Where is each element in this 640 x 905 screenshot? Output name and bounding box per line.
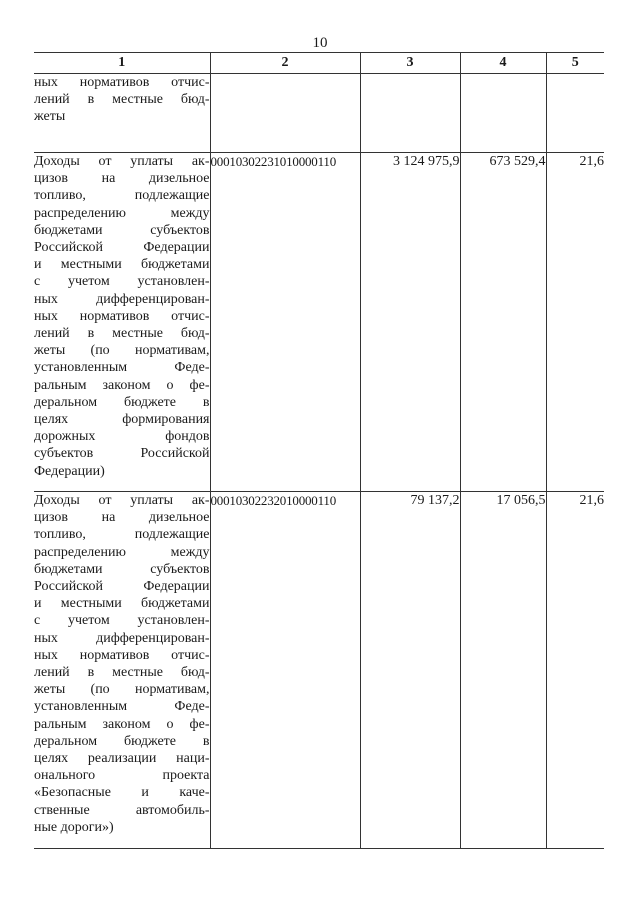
column-header-1: 1 xyxy=(34,53,210,74)
name-line: бюджетами субъектов xyxy=(34,222,210,238)
name-line: ственные автомобиль- xyxy=(34,802,210,818)
column-header-5: 5 xyxy=(546,53,604,74)
table-header-row xyxy=(34,53,604,74)
budget-code-cell: 00010302231010000110 xyxy=(210,153,360,492)
value-col5-cell: 21,6 xyxy=(546,153,604,492)
name-line: «Безопасные и каче- xyxy=(34,785,210,801)
name-line: Федерации) xyxy=(34,463,105,479)
name-line: ные дороги») xyxy=(34,819,114,835)
name-line: дорожных фондов xyxy=(34,429,210,445)
value-col3-cell: 3 124 975,9 xyxy=(360,153,460,492)
value-col4-cell: 673 529,4 xyxy=(460,153,546,492)
name-line: с учетом установлен- xyxy=(34,613,210,629)
name-line: топливо, подлежащие xyxy=(34,188,210,204)
name-line: лений в местные бюд- xyxy=(34,665,210,681)
table-row xyxy=(34,153,604,492)
name-line: лений в местные бюд- xyxy=(34,326,210,342)
name-line: субъектов Российской xyxy=(34,446,210,462)
revenue-name-cell xyxy=(34,153,210,492)
name-line: распределению между xyxy=(34,205,210,221)
name-line: Российской Федерации xyxy=(34,240,210,256)
page-number: 10 xyxy=(312,35,328,51)
name-line: цизов на дизельное xyxy=(34,510,210,526)
continuation-code-cell xyxy=(210,74,360,153)
continuation-name-cell xyxy=(34,74,210,153)
name-line: ных нормативов отчис- xyxy=(34,75,210,90)
name-line: Доходы от уплаты ак- xyxy=(34,493,210,508)
budget-revenue-table xyxy=(34,52,604,849)
column-header-3: 3 xyxy=(360,53,460,74)
name-line: ных нормативов отчис- xyxy=(34,308,210,324)
name-line: распределению между xyxy=(34,544,210,560)
name-line: целях реализации наци- xyxy=(34,751,210,767)
name-line: топливо, подлежащие xyxy=(34,527,210,543)
name-line: и местными бюджетами xyxy=(34,596,210,612)
name-line: деральном бюджете в xyxy=(34,394,210,410)
name-line: целях формирования xyxy=(34,412,210,428)
column-header-2: 2 xyxy=(210,53,360,74)
name-line: Доходы от уплаты ак- xyxy=(34,154,210,169)
name-line: установленным Феде- xyxy=(34,360,210,376)
name-line: ральным законом о фе- xyxy=(34,377,210,393)
name-line: ных дифференцирован- xyxy=(34,630,210,646)
name-line: онального проекта xyxy=(34,768,210,784)
name-line: лений в местные бюд- xyxy=(34,92,210,108)
name-line: и местными бюджетами xyxy=(34,257,210,273)
value-col4-cell: 17 056,5 xyxy=(460,492,546,849)
name-line: жеты (по нормативам, xyxy=(34,343,210,359)
name-line: ных нормативов отчис- xyxy=(34,647,210,663)
continuation-col3-cell xyxy=(360,74,460,153)
name-line: жеты xyxy=(34,109,66,125)
value-col3-cell: 79 137,2 xyxy=(360,492,460,849)
name-line: ных дифференцирован- xyxy=(34,291,210,307)
name-line: цизов на дизельное xyxy=(34,171,210,187)
name-line: деральном бюджете в xyxy=(34,733,210,749)
table-row-continuation xyxy=(34,74,604,153)
name-line: жеты (по нормативам, xyxy=(34,682,210,698)
name-line: бюджетами субъектов xyxy=(34,561,210,577)
name-line: с учетом установлен- xyxy=(34,274,210,290)
value-col5-cell: 21,6 xyxy=(546,492,604,849)
budget-code-cell: 00010302232010000110 xyxy=(210,492,360,849)
continuation-col4-cell xyxy=(460,74,546,153)
revenue-name-cell xyxy=(34,492,210,849)
name-line: ральным законом о фе- xyxy=(34,716,210,732)
continuation-col5-cell xyxy=(546,74,604,153)
column-header-4: 4 xyxy=(460,53,546,74)
name-line: Российской Федерации xyxy=(34,579,210,595)
table-row xyxy=(34,492,604,849)
name-line: установленным Феде- xyxy=(34,699,210,715)
